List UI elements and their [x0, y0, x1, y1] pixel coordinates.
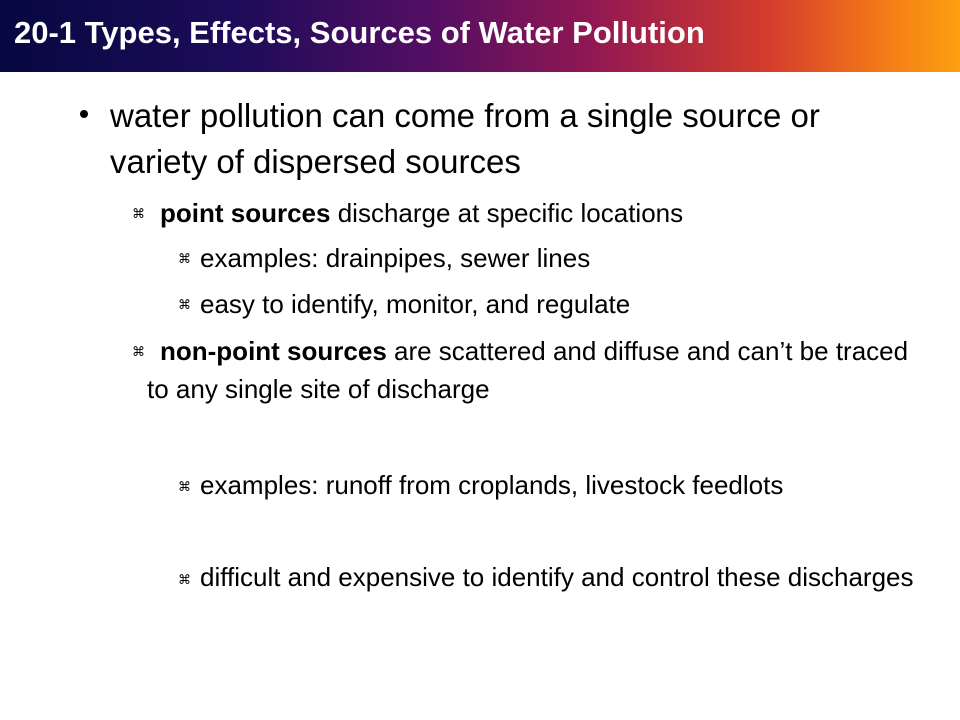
point-sources-term: point sources	[160, 198, 331, 228]
nonpoint-sources-item	[147, 332, 927, 408]
clover-bullet-icon: ⌘	[132, 344, 145, 359]
clover-bullet-icon: ⌘	[178, 572, 191, 587]
nonpoint-sources-term: non-point sources	[160, 336, 387, 366]
round-bullet-icon	[80, 110, 88, 118]
title-bar	[0, 0, 960, 72]
nonpoint-sources-subitem: difficult and expensive to identify and control these discharges	[200, 562, 914, 592]
clover-bullet-icon: ⌘	[132, 206, 145, 221]
clover-bullet-icon: ⌘	[178, 479, 191, 494]
point-sources-text: discharge at specific locations	[330, 198, 684, 228]
main-point-text: water pollution can come from a single source or variety of dispersed sources	[110, 97, 820, 180]
nonpoint-sources-subitem: examples: runoff from croplands, livestock feedlots	[200, 470, 784, 500]
point-sources-subitem: easy to identify, monitor, and regulate	[200, 289, 631, 319]
point-sources-item	[160, 194, 920, 232]
slide-title: 20-1 Types, Effects, Sources of Water Pollution	[14, 15, 705, 50]
clover-bullet-icon: ⌘	[178, 297, 191, 312]
clover-bullet-icon: ⌘	[178, 251, 191, 266]
point-sources-subitem: examples: drainpipes, sewer lines	[200, 243, 591, 273]
nonpoint-sources-text: are scattered and diffuse and can’t be traced to any single site of discharge	[147, 336, 909, 404]
